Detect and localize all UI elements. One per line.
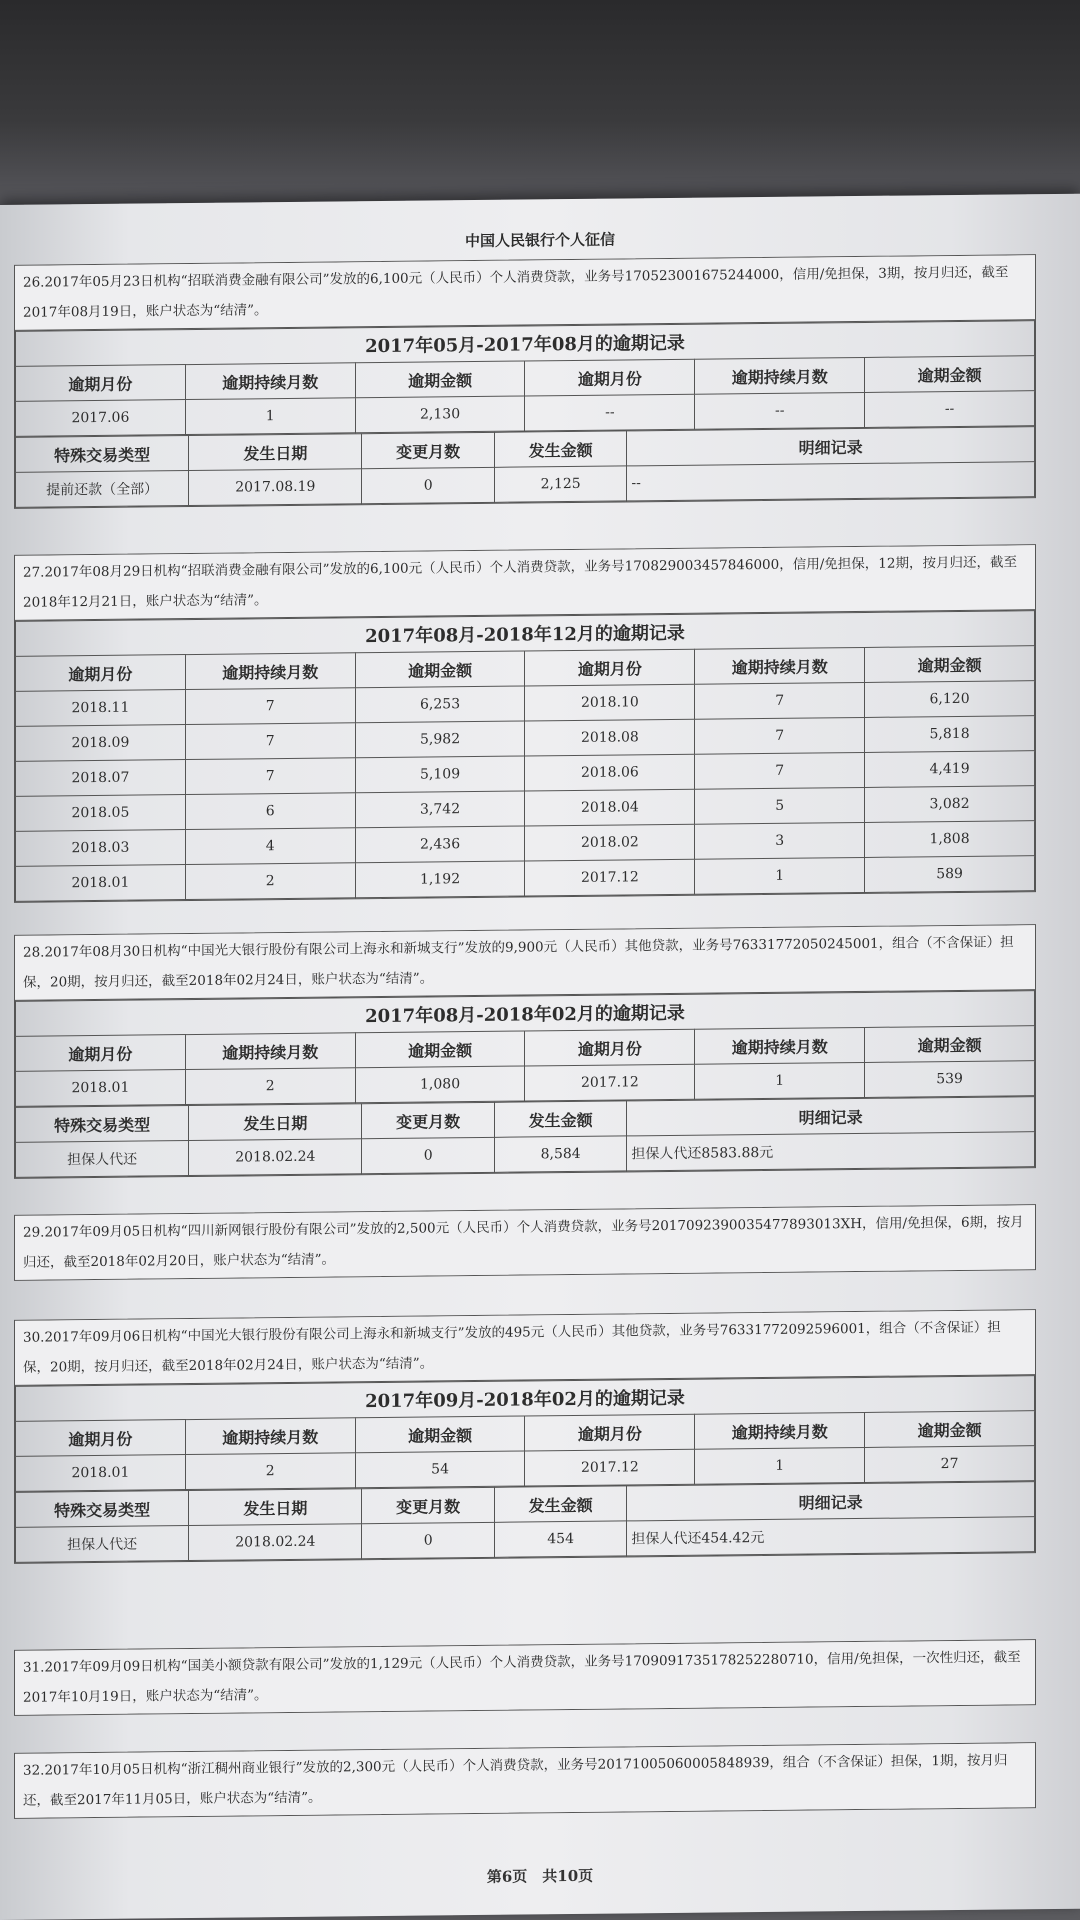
overdue-title: 2017年08月-2018年12月的逾期记录: [16, 611, 1035, 657]
table-cell: 2: [185, 1453, 355, 1490]
col-header: 发生日期: [189, 1489, 362, 1526]
record-30: [14, 1309, 1036, 1564]
table-cell: 提前还款（全部）: [16, 471, 189, 508]
table-cell: 5,818: [865, 716, 1035, 753]
col-header: 逾期月份: [16, 1420, 186, 1457]
table-cell: 2018.05: [16, 795, 186, 832]
table-cell: 5,109: [355, 756, 525, 793]
table-cell: 2: [185, 1068, 355, 1105]
table-cell: 2018.02.24: [189, 1524, 362, 1561]
table-cell: 2018.08: [525, 719, 695, 756]
table-cell: 2018.11: [16, 690, 186, 727]
table-cell: 1: [695, 1447, 865, 1484]
special-transaction-table: [15, 426, 1035, 508]
table-cell: 7: [695, 682, 865, 719]
table-cell: 2018.02: [525, 824, 695, 861]
table-cell: 2: [185, 863, 355, 900]
table-cell: 2,436: [355, 826, 525, 863]
table-cell: 1,192: [355, 861, 525, 898]
col-header: 逾期金额: [355, 651, 525, 688]
table-cell: --: [525, 394, 695, 431]
table-cell: 7: [185, 688, 355, 725]
col-header: 逾期持续月数: [695, 1027, 865, 1064]
col-header: 逾期月份: [525, 359, 695, 396]
page-number: 第6页 共10页: [486, 1866, 594, 1886]
record-29: [14, 1204, 1036, 1281]
table-cell: 3: [695, 822, 865, 859]
col-header: 逾期持续月数: [185, 363, 355, 400]
overdue-table: [15, 320, 1035, 437]
table-cell: 2017.08.19: [189, 469, 362, 506]
table-cell: 1: [695, 857, 865, 894]
table-cell: 2017.12: [525, 859, 695, 896]
record-text: 28.2017年08月30日机构“中国光大银行股份有限公司上海永和新城支行”发放的9,900元（人民币）其他贷款，业务号76331772050245001，组合（不含保证）担保，20期，按月归还，截至2018年02月24日，账户状态为“结清”。: [15, 925, 1035, 1001]
col-header: 变更月数: [362, 432, 494, 468]
record-31: [14, 1639, 1036, 1716]
col-header: 逾期持续月数: [185, 1033, 355, 1070]
col-header: 发生金额: [494, 1486, 626, 1522]
table-cell: 担保人代还454.42元: [627, 1517, 1035, 1556]
table-cell: 54: [355, 1451, 525, 1488]
col-header: 变更月数: [362, 1487, 494, 1523]
table-cell: 7: [695, 717, 865, 754]
record-28: [14, 924, 1036, 1179]
document-page: [0, 194, 1080, 1920]
table-cell: 8,584: [494, 1136, 626, 1172]
table-cell: 0: [362, 467, 494, 503]
record-text: 31.2017年09月09日机构“国美小额贷款有限公司”发放的1,129元（人民币）个人消费贷款，业务号1709091735178252280710，信用/免担保，一次性归还，截至2017年10月19日，账户状态为“结清”。: [15, 1640, 1035, 1715]
table-cell: 2018.01: [16, 1455, 186, 1492]
col-header: 逾期持续月数: [695, 647, 865, 684]
record-text: 29.2017年09月05日机构“四川新网银行股份有限公司”发放的2,500元（人民币）个人消费贷款，业务号2017092390035477893013XH，信用/免担保，6期，按月归还，截至2018年02月20日，账户状态为“结清”。: [15, 1205, 1035, 1280]
table-cell: 2018.06: [525, 754, 695, 791]
record-32: [14, 1742, 1036, 1819]
table-cell: 2018.01: [16, 1070, 186, 1107]
page-title: 中国人民银行个人征信: [464, 230, 615, 251]
col-header: 逾期金额: [355, 361, 525, 398]
table-cell: 6,253: [355, 686, 525, 723]
table-cell: 3,082: [865, 786, 1035, 823]
table-cell: 2018.02.24: [189, 1139, 362, 1176]
overdue-table: [15, 610, 1035, 902]
table-cell: --: [627, 462, 1035, 501]
col-header: 特殊交易类型: [16, 1491, 189, 1528]
record-26: [14, 254, 1036, 509]
table-cell: 0: [362, 1522, 494, 1558]
table-cell: 27: [865, 1446, 1035, 1483]
col-header: 明细记录: [627, 1482, 1035, 1521]
col-header: 发生金额: [494, 1101, 626, 1137]
table-cell: 5: [695, 787, 865, 824]
table-cell: 5,982: [355, 721, 525, 758]
col-header: 逾期月份: [525, 1029, 695, 1066]
overdue-table: [15, 990, 1035, 1107]
overdue-title: 2017年08月-2018年02月的逾期记录: [16, 991, 1035, 1037]
table-cell: 4,419: [865, 751, 1035, 788]
table-cell: 6,120: [865, 681, 1035, 718]
col-header: 逾期金额: [865, 1411, 1035, 1448]
table-cell: 1: [695, 1062, 865, 1099]
record-text: 32.2017年10月05日机构“浙江稠州商业银行”发放的2,300元（人民币）个人消费贷款，业务号20171005060005848939，组合（不含保证）担保，1期，按月归还，截至2017年11月05日，账户状态为“结清”。: [15, 1743, 1035, 1818]
col-header: 明细记录: [627, 427, 1035, 466]
col-header: 变更月数: [362, 1102, 494, 1138]
col-header: 逾期持续月数: [695, 357, 865, 394]
col-header: 发生日期: [189, 434, 362, 471]
col-header: 逾期金额: [865, 646, 1035, 683]
record-text: 27.2017年08月29日机构“招联消费金融有限公司”发放的6,100元（人民币）个人消费贷款，业务号170829003457846000，信用/免担保，12期，按月归还，截至2018年12月21日，账户状态为“结清”。: [15, 545, 1035, 621]
table-cell: 1,808: [865, 821, 1035, 858]
overdue-table: [15, 1375, 1035, 1492]
record-27: [14, 544, 1036, 903]
table-cell: 6: [185, 793, 355, 830]
col-header: 逾期月份: [16, 365, 186, 402]
table-cell: 2017.12: [525, 1064, 695, 1101]
table-cell: 2018.04: [525, 789, 695, 826]
table-cell: 1: [185, 398, 355, 435]
col-header: 逾期持续月数: [185, 653, 355, 690]
table-cell: 7: [695, 752, 865, 789]
table-cell: 589: [865, 856, 1035, 893]
col-header: 逾期月份: [525, 649, 695, 686]
record-text: 30.2017年09月06日机构“中国光大银行股份有限公司上海永和新城支行”发放的495元（人民币）其他贷款，业务号76331772092596001，组合（不含保证）担保，20期，按月归还，截至2018年02月24日，账户状态为“结清”。: [15, 1310, 1035, 1386]
col-header: 逾期月份: [16, 655, 186, 692]
col-header: 逾期持续月数: [695, 1412, 865, 1449]
table-cell: --: [695, 392, 865, 429]
col-header: 特殊交易类型: [16, 1106, 189, 1143]
special-transaction-table: [15, 1096, 1035, 1178]
col-header: 逾期月份: [16, 1035, 186, 1072]
table-cell: 2018.03: [16, 830, 186, 867]
table-cell: 担保人代还: [16, 1526, 189, 1563]
table-cell: 3,742: [355, 791, 525, 828]
col-header: 逾期金额: [355, 1416, 525, 1453]
table-cell: 2017.06: [16, 400, 186, 437]
table-cell: 2,125: [494, 466, 626, 502]
table-cell: 担保人代还: [16, 1141, 189, 1178]
col-header: 发生日期: [189, 1104, 362, 1141]
col-header: 逾期月份: [525, 1414, 695, 1451]
col-header: 明细记录: [627, 1097, 1035, 1136]
record-text: 26.2017年05月23日机构“招联消费金融有限公司”发放的6,100元（人民币）个人消费贷款，业务号17052300167524400​0，信用/免担保，3期，按月归还，截至2017年08月19日，账户状态为“结清”。: [15, 255, 1035, 331]
table-cell: 4: [185, 828, 355, 865]
table-cell: 2018.01: [16, 865, 186, 902]
special-transaction-table: [15, 1481, 1035, 1563]
table-cell: 454: [494, 1521, 626, 1557]
table-cell: 2,130: [355, 396, 525, 433]
overdue-title: 2017年05月-2017年08月的逾期记录: [16, 321, 1035, 367]
col-header: 逾期金额: [865, 1026, 1035, 1063]
table-cell: 2018.07: [16, 760, 186, 797]
table-cell: 7: [185, 758, 355, 795]
col-header: 逾期金额: [355, 1031, 525, 1068]
table-cell: --: [865, 391, 1035, 428]
overdue-title: 2017年09月-2018年02月的逾期记录: [16, 1376, 1035, 1422]
table-cell: 539: [865, 1061, 1035, 1098]
table-cell: 2018.10: [525, 684, 695, 721]
table-cell: 担保人代还8583.88元: [627, 1132, 1035, 1171]
col-header: 特殊交易类型: [16, 436, 189, 473]
table-cell: 7: [185, 723, 355, 760]
table-cell: 1,080: [355, 1066, 525, 1103]
table-cell: 2017.12: [525, 1449, 695, 1486]
col-header: 逾期持续月数: [185, 1418, 355, 1455]
col-header: 发生金额: [494, 431, 626, 467]
table-cell: 0: [362, 1137, 494, 1173]
table-cell: 2018.09: [16, 725, 186, 762]
col-header: 逾期金额: [865, 356, 1035, 393]
